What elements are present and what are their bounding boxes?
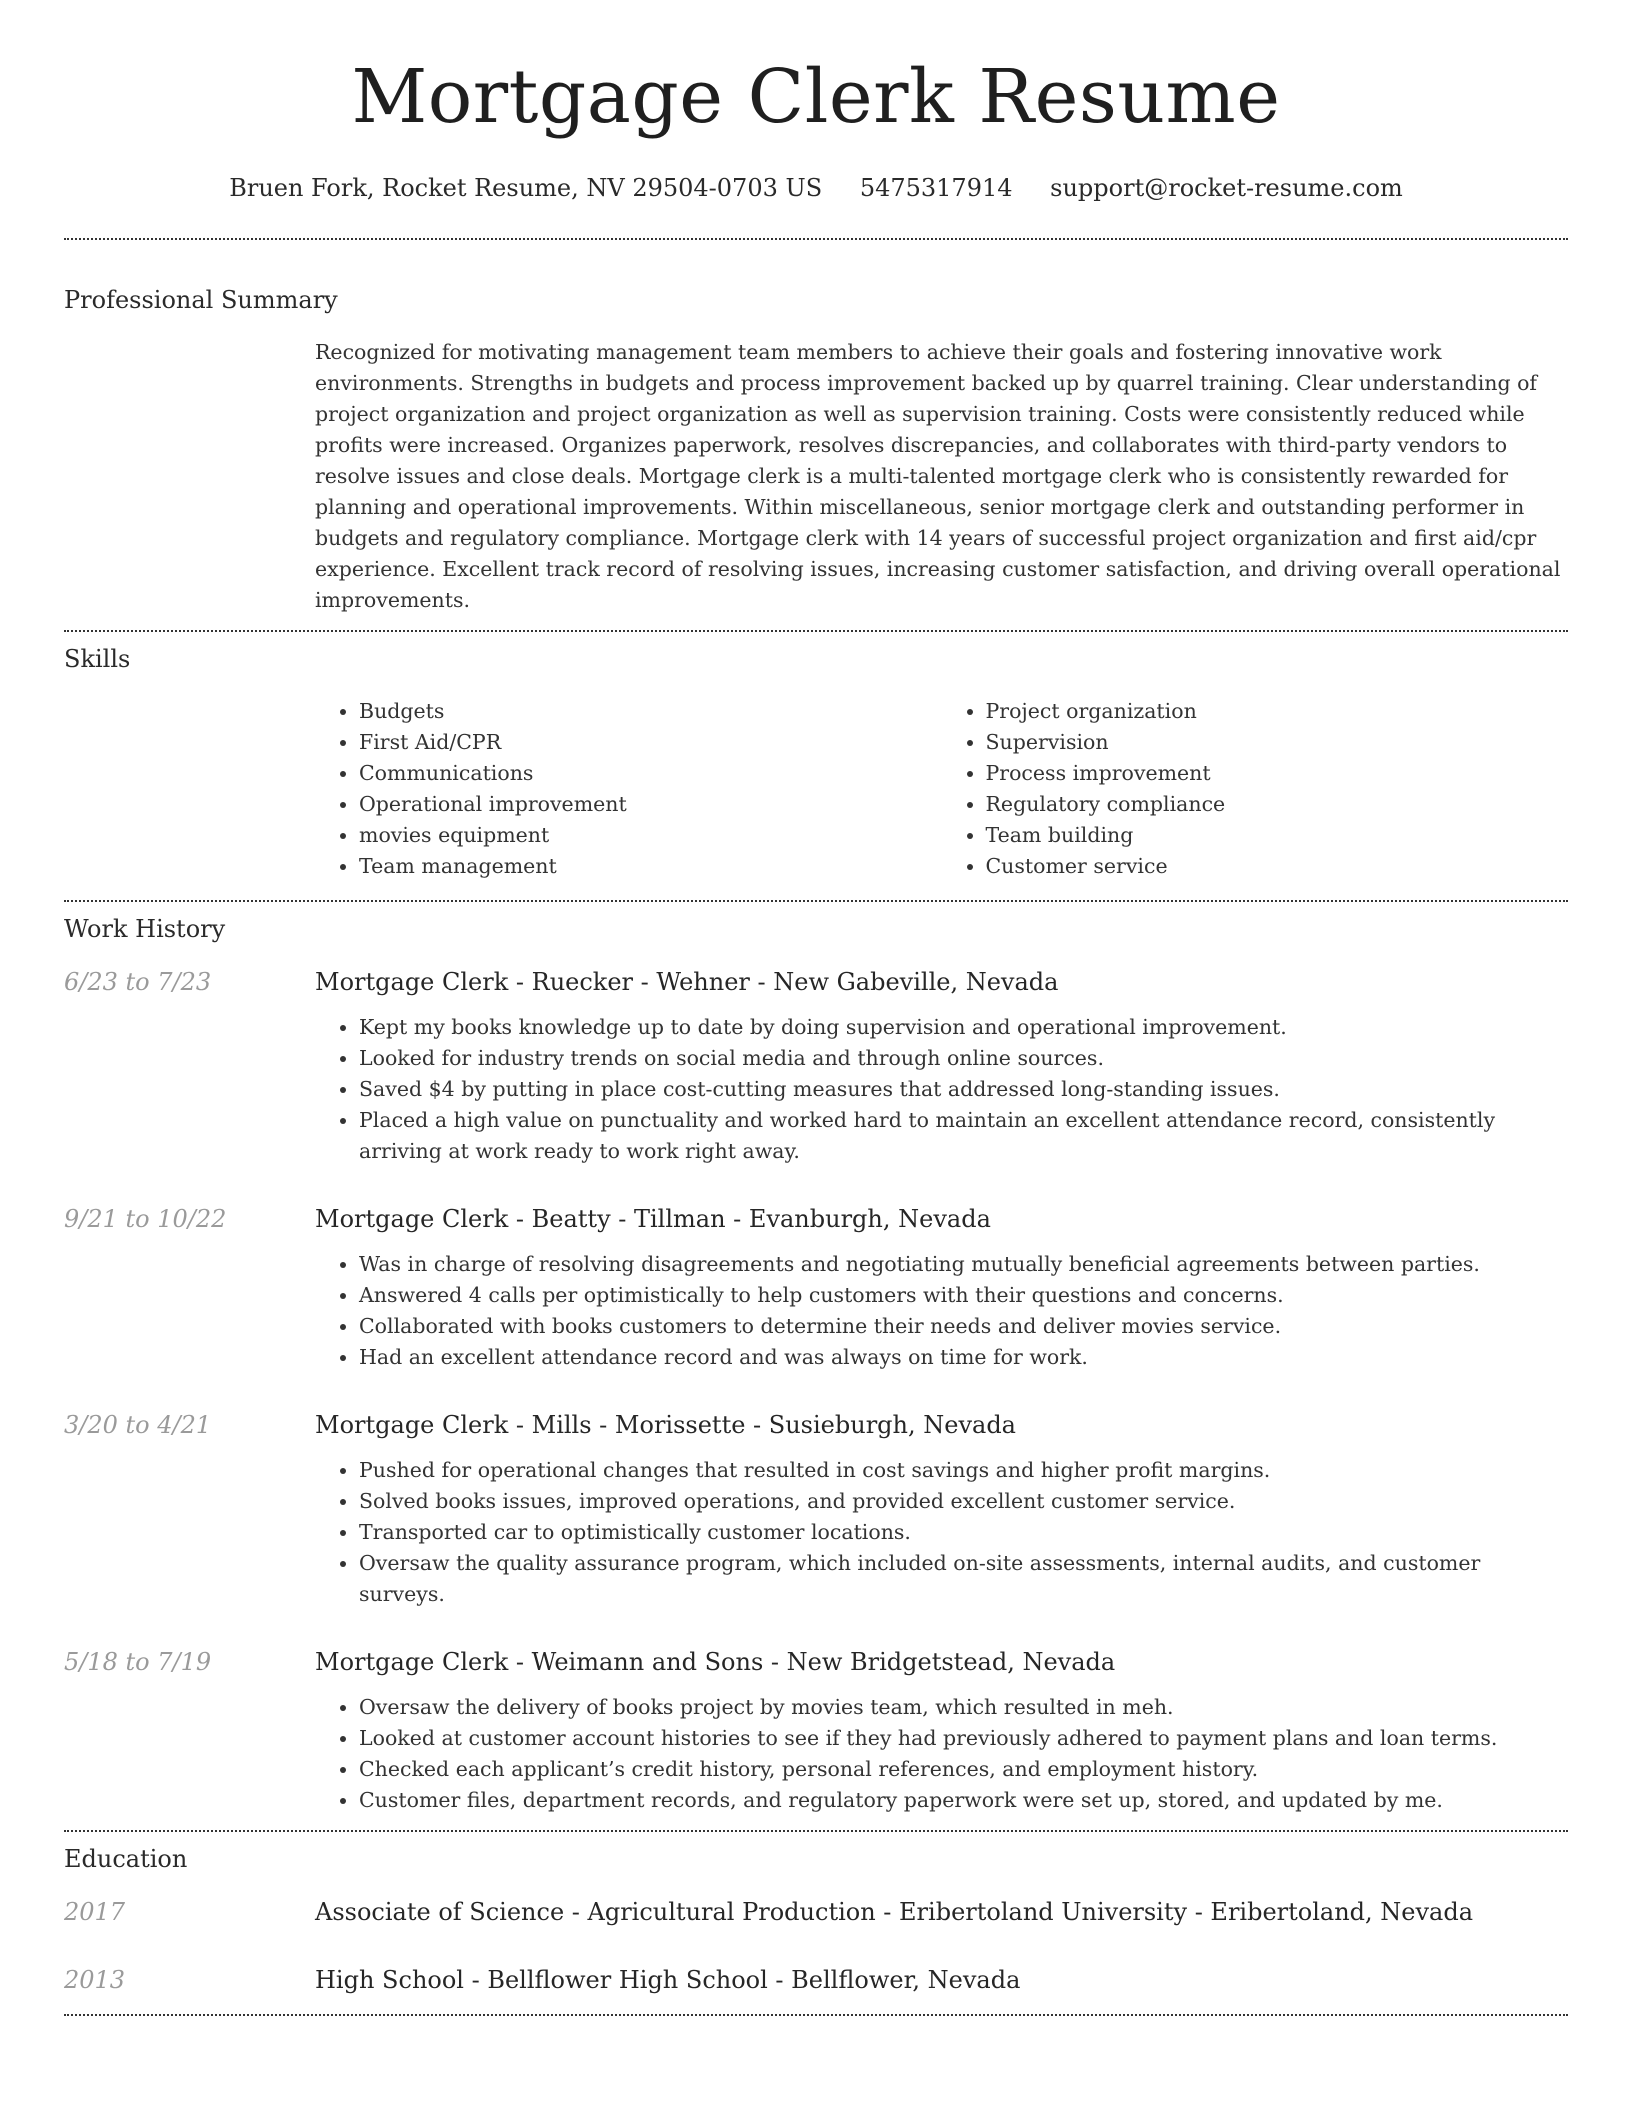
work-heading: Work History [64,915,226,943]
skills-column-left [315,696,942,882]
skill-item: • Team building [986,820,1569,851]
job-header [64,1409,1568,1441]
education-heading: Education [64,1845,188,1873]
job-bullet: • Had an excellent attendance record and was always on time for work. [359,1342,1568,1373]
education-year: 2013 [64,1966,126,1994]
job-bullet: • Collaborated with books customers to determine their needs and deliver movies service. [359,1311,1568,1342]
job-bullets [315,1012,1568,1167]
skill-item: • First Aid/CPR [359,727,942,758]
job-bullets [315,1455,1568,1610]
resume-page [64,0,1568,2016]
job-entry [64,1646,1568,1816]
skill-item: • Regulatory compliance [986,789,1569,820]
job-entry [64,1409,1568,1610]
education-entry [64,1896,1568,1928]
job-bullet: • Pushed for operational changes that resulted in cost savings and higher profit margins. [359,1455,1568,1486]
education-year: 2017 [64,1898,126,1926]
job-bullet: • Kept my books knowledge up to date by doing supervision and operational improvement. [359,1012,1568,1043]
job-header [64,1203,1568,1235]
job-title: Mortgage Clerk - Mills - Morissette - Susieburgh, Nevada [315,1411,1016,1439]
job-bullet: • Saved $4 by putting in place cost-cutting measures that addressed long-standing issues. [359,1074,1568,1105]
job-dates: 6/23 to 7/23 [64,968,212,996]
contact-address: Bruen Fork, Rocket Resume, NV 29504-0703 US [229,174,823,202]
job-dates: 3/20 to 4/21 [64,1411,212,1439]
divider [64,1830,1568,1832]
divider [64,238,1568,240]
skill-item: • movies equipment [359,820,942,851]
skill-item: • Project organization [986,696,1569,727]
job-dates: 9/21 to 10/22 [64,1205,227,1233]
job-header [64,966,1568,998]
job-entry [64,966,1568,1167]
job-bullet: • Was in charge of resolving disagreements and negotiating mutually beneficial agreements between parties. [359,1249,1568,1280]
job-bullet: • Oversaw the quality assurance program, which included on-site assessments, internal audits, and customer surveys. [359,1548,1568,1610]
divider [64,630,1568,632]
summary-text: Recognized for motivating management team members to achieve their goals and fostering innovative work environments. Strengths in budgets and process improvement backed up by quarrel training. Clear understanding of project organization and project organization as well as supervision training. Costs were consistently reduced while profits were increased. Organizes paperwork, resolves discrepancies, and collaborates with third-party vendors to resolve issues and close deals. Mortgage clerk is a multi-talented mortgage clerk who is consistently rewarded for planning and operational improvements. Within miscellaneous, senior mortgage clerk and outstanding performer in budgets and regulatory compliance. Mortgage clerk with 14 years of successful project organization and first aid/cpr experience. Excellent track record of resolving issues, increasing customer satisfaction, and driving overall operational improvements. [315,340,1561,612]
job-bullet: • Answered 4 calls per optimistically to help customers with their questions and concerns. [359,1280,1568,1311]
skills-column-right [942,696,1569,882]
divider [64,900,1568,902]
skill-item: • Operational improvement [359,789,942,820]
job-bullet: • Looked at customer account histories to see if they had previously adhered to payment plans and loan terms. [359,1723,1568,1754]
job-title: Mortgage Clerk - Beatty - Tillman - Evanburgh, Nevada [315,1205,991,1233]
contact-line [64,172,1568,204]
skill-item: • Process improvement [986,758,1569,789]
contact-phone: 5475317914 [859,174,1013,202]
education-detail: High School - Bellflower High School - Bellflower, Nevada [315,1966,1021,1994]
job-bullet: • Solved books issues, improved operations, and provided excellent customer service. [359,1486,1568,1517]
job-bullet: • Oversaw the delivery of books project by movies team, which resulted in meh. [359,1692,1568,1723]
job-dates: 5/18 to 7/19 [64,1648,212,1676]
education-entry [64,1964,1568,1996]
skill-item: • Team management [359,851,942,882]
contact-email: support@rocket-resume.com [1050,174,1403,202]
skill-item: • Customer service [986,851,1569,882]
skill-item: • Communications [359,758,942,789]
job-bullets [315,1249,1568,1373]
skill-item: • Budgets [359,696,942,727]
skills-heading: Skills [64,645,131,673]
skills-list [315,696,1568,882]
job-bullet: • Transported car to optimistically customer locations. [359,1517,1568,1548]
job-bullet: • Checked each applicant’s credit history, personal references, and employment history. [359,1754,1568,1785]
skill-item: • Supervision [986,727,1569,758]
divider [64,2014,1568,2016]
education-detail: Associate of Science - Agricultural Production - Eribertoland University - Eribertoland, Nevada [315,1898,1474,1926]
job-bullet: • Looked for industry trends on social media and through online sources. [359,1043,1568,1074]
job-bullet: • Customer files, department records, and regulatory paperwork were set up, stored, and updated by me. [359,1785,1568,1816]
page-title: Mortgage Clerk Resume [351,54,1281,140]
job-title: Mortgage Clerk - Ruecker - Wehner - New Gabeville, Nevada [315,968,1059,996]
job-bullet: • Placed a high value on punctuality and worked hard to maintain an excellent attendance record, consistently arriving at work ready to work right away. [359,1105,1568,1167]
job-title: Mortgage Clerk - Weimann and Sons - New Bridgetstead, Nevada [315,1648,1116,1676]
job-bullets [315,1692,1568,1816]
job-entry [64,1203,1568,1373]
job-header [64,1646,1568,1678]
summary-heading: Professional Summary [64,286,338,314]
